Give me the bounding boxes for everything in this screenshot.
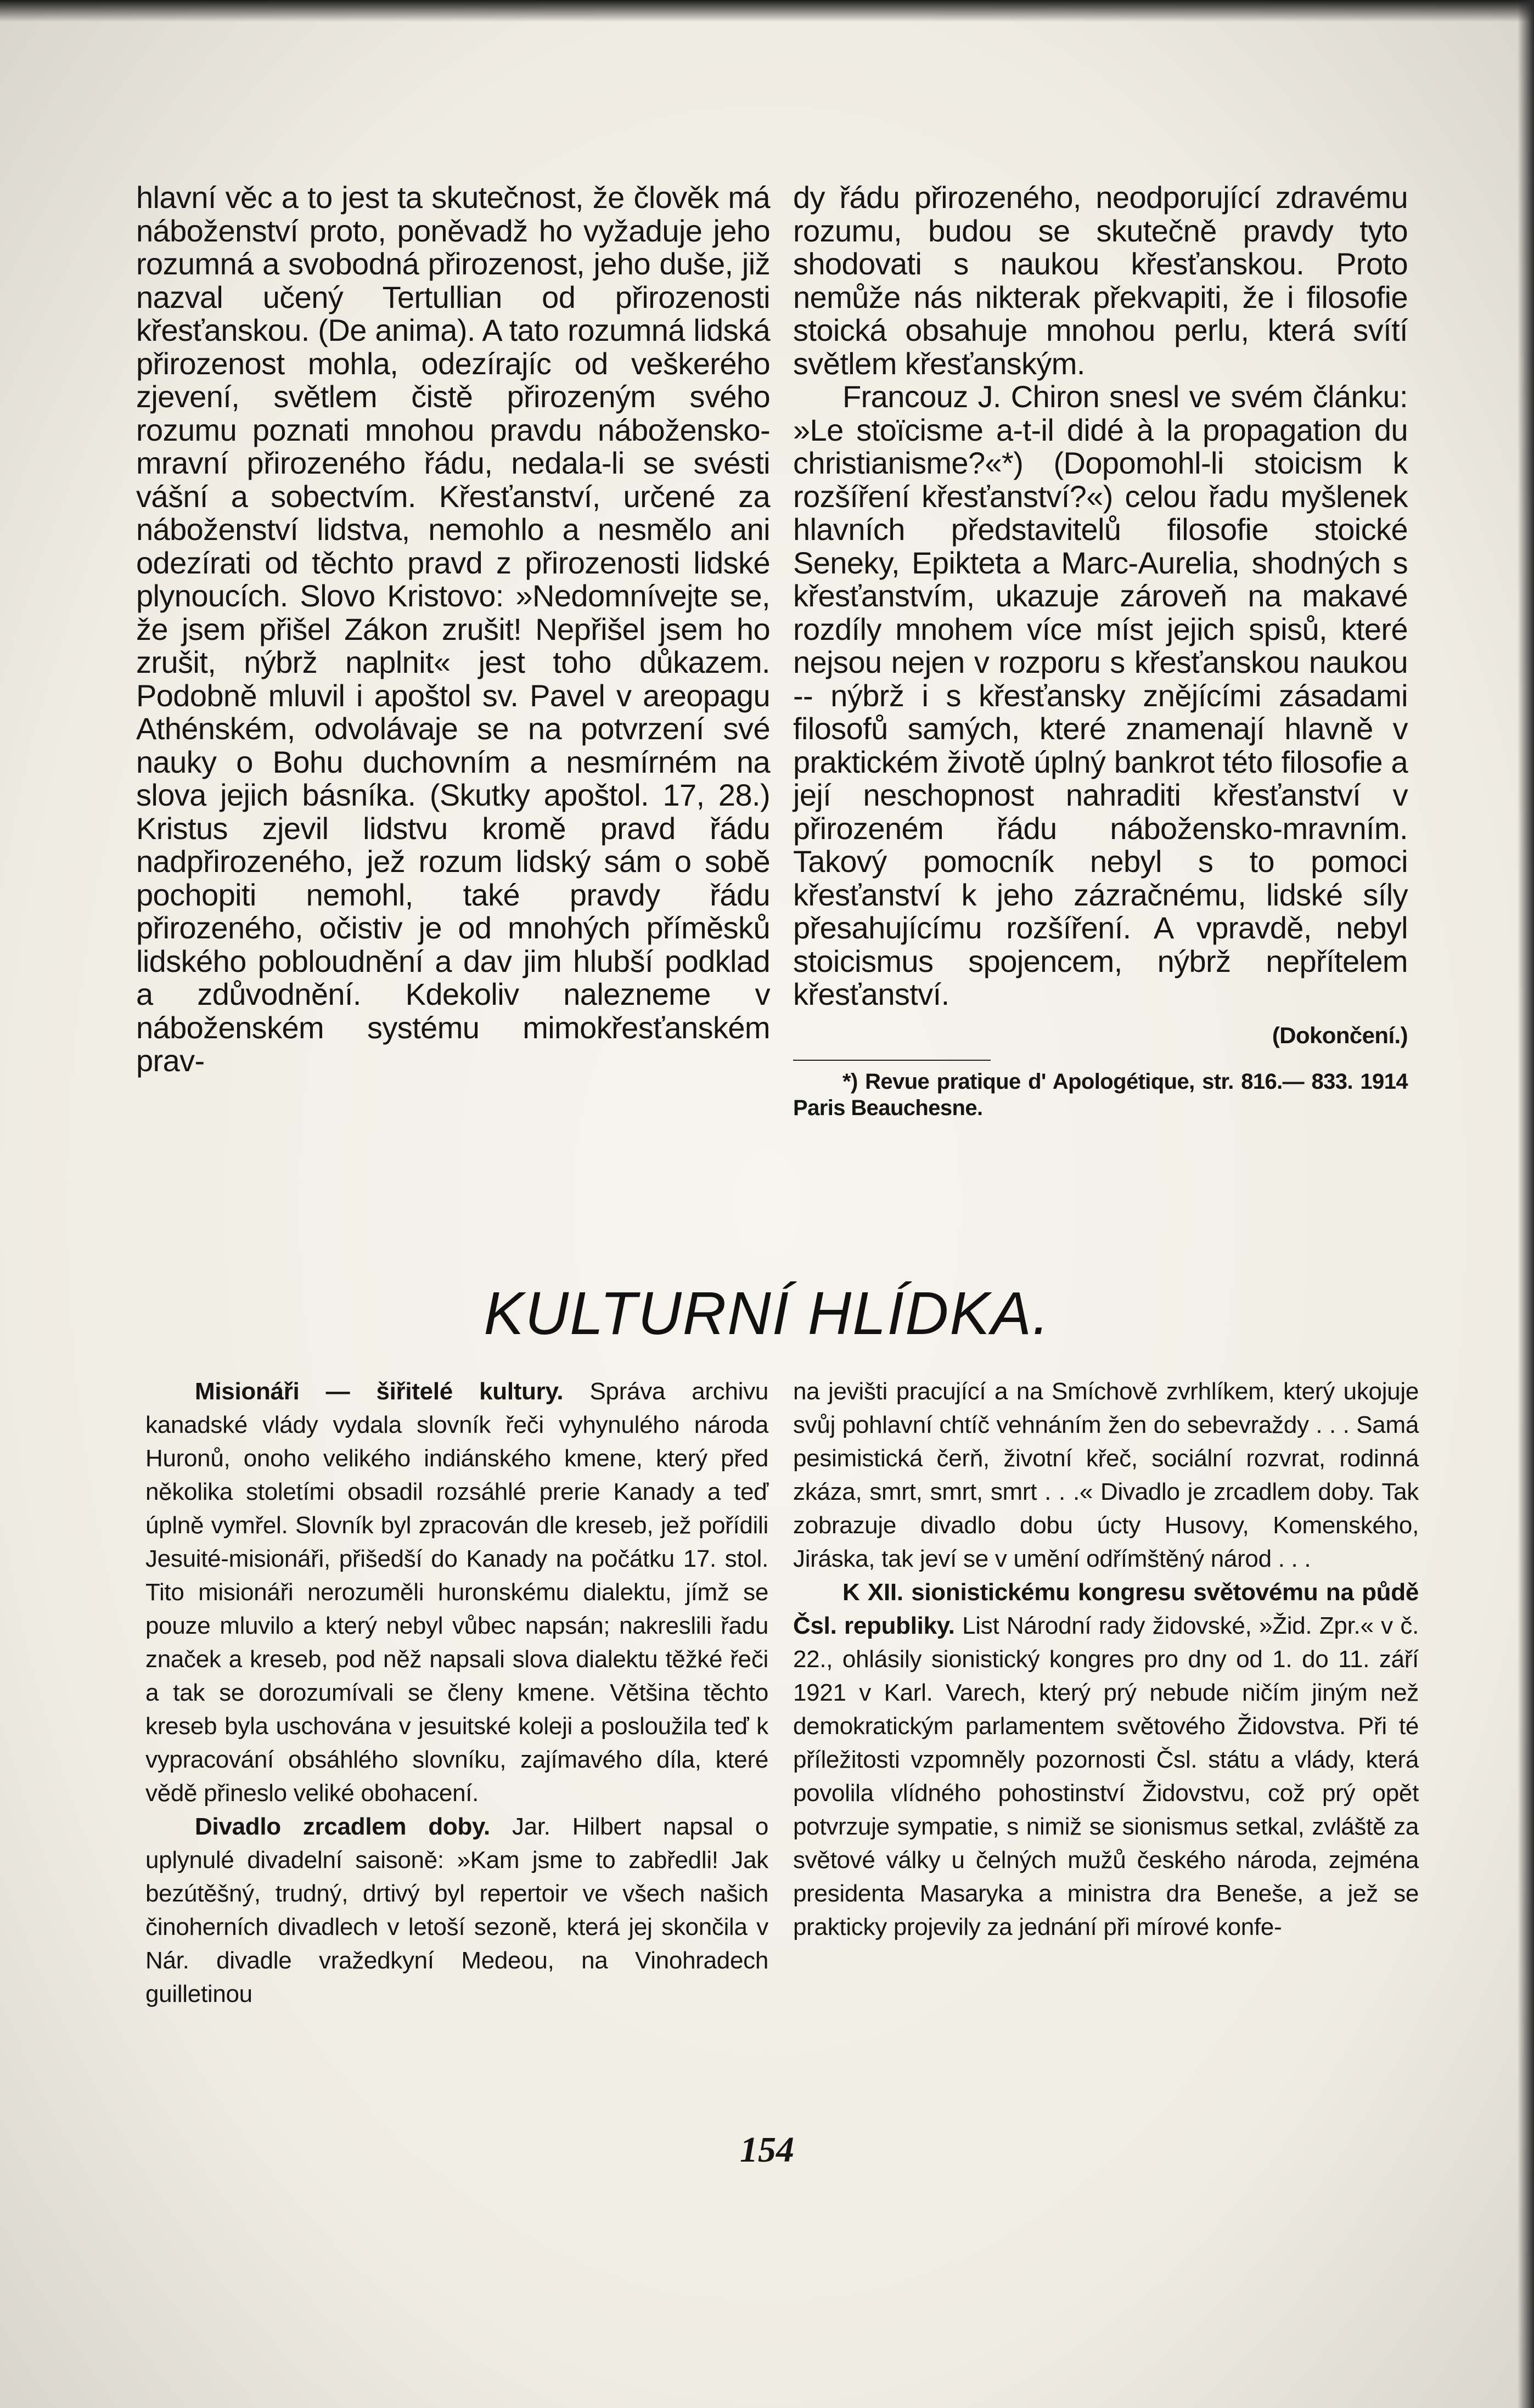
top-left-text: hlavní věc a to jest ta skutečnost, že člověk má náboženství proto, poněvadž ho vyžaduje jeho rozumná a svobodná přirozenost, jeho duše, již nazval učený Tertullian od přirozenosti křesťanskou. (De anima). A tato rozumná lidská přirozenost mohla, odezírajíc od veškerého zjevení, světlem čistě přirozeným svého rozumu poznati mnohou pravdu nábožensko-mravní přirozeného řádu, nedala-li se svésti vášní a sobectvím. Křesťanství, určené za náboženství lidstva, nemohlo a nesmělo ani odezírati od těchto pravd z přirozenosti lidské plynoucích. Slovo Kristovo: »Nedomnívejte se, že jsem přišel Zákon zrušit! Nepřišel jsem ho zrušit, nýbrž naplnit« jest toho důkazem. Podobně mluvil i apoštol sv. Pavel v areopagu Athénském, odvolávaje se na potvrzení své nauky o Bohu duchovním a nesmírném na slova jejich básníka. (Skutky apoštol. 17, 28.) Kristus zjevil lidstvu kromě pravd řádu nadpřirozeného, jež rozum lidský sám o sobě pochopiti nemohl, také pravdy řádu přirozeného, očistiv je od mnohých příměsků lidského pobloudnění a dav jim hlubší podklad a zdůvodnění. Kdekoliv nalezneme v náboženském systému mimokřesťanském prav- <box>136 180 770 1078</box>
bottom-right-column <box>793 1375 1419 1944</box>
page-number: 154 <box>740 2130 794 2170</box>
news-item-theatre-title: Divadlo zrcadlem doby. <box>195 1813 490 1840</box>
top-right-para-1: dy řádu přirozeného, neodporující zdravému rozumu, budou se skutečně pravdy tyto shodovati s naukou křesťanskou. Proto nemůže nás nikterak překvapiti, že i filosofie stoická obsahuje mnohou perlu, která svítí světlem křesťanským. <box>793 180 1408 381</box>
continuation-note: (Dokončení.) <box>1272 1022 1408 1048</box>
section-heading: KULTURNÍ HLÍDKA. <box>484 1280 1050 1347</box>
scan-edge-right <box>1518 0 1534 2408</box>
footnote: *) Revue pratique d' Apologétique, str. 816.— 833. 1914 Paris Beauchesne. <box>793 1070 1408 1120</box>
news-item-missionaries <box>145 1375 768 1810</box>
footnote-rule <box>793 1060 991 1061</box>
top-right-para-2: Francouz J. Chiron snesl ve svém článku: »Le stoïcisme a-t-il didé à la propagation du christianisme?«*) (Dopomohl-li stoicism k rozšíření křesťanství?«) celou řadu myšlenek hlavních představitelů filosofie stoické Seneky, Epikteta a Marc-Aurelia, shodných s křesťanstvím, ukazuje zároveň na makavé rozdíly mnohem více míst jejich spisů, které nejsou nejen v rozporu s křesťanskou naukou -- nýbrž i s křesťansky znějícími zásadami filosofů samých, které znamenají hlavně v praktickém životě úplný bankrot této filosofie a její neschopnost nahraditi křesťanství v přirozeném řádu nábožensko-mravním. Takový pomocník nebyl s to pomoci křesťanství k jeho zázračnému, lidské síly přesahujícímu rozšíření. A vpravdě, nebyl stoicismus spojencem, nýbrž nepřítelem křesťanství. <box>793 379 1408 1011</box>
news-item-theatre-text: Jar. Hilbert napsal o uplynulé divadelní saisoně: »Kam jsme to zabředli! Jak bezútěšný, trudný, drtivý byl repertoir ve všech našich činoherních divadlech v letoší sezoně, která jej skončila v Nár. divadle vražedkyní Medeou, na Vinohradech guilletinou <box>145 1813 769 2007</box>
news-item-theatre-continued: na jevišti pracující a na Smíchově zvrhlíkem, který ukojuje svůj pohlavní chtíč vehnáním žen do sebevraždy . . . Samá pesimistická čerň, životní křeč, sociální rozvrat, rodinná zkáza, smrt, smrt, smrt . . .« Divadlo je zrcadlem doby. Tak zobrazuje divadlo dobu úcty Husovy, Komenského, Jiráska, tak jeví se v umění odřímštěný národ . . . <box>793 1378 1419 1572</box>
bottom-left-column <box>145 1375 768 2011</box>
top-left-column <box>136 181 770 1078</box>
news-item-zionist-text: List Národní rady židovské, »Žid. Zpr.« v č. 22., ohlásily sionistický kongres pro dny od 1. do 11. září 1921 v Karl. Varech, který prý nebude ničím jiným než demokratickým parlamentem světového Židovstva. Při té příležitosti vzpomněly pozornosti Čsl. státu a vlády, která povolila vlídného pohostinství Židovstvu, což prý opět potvrzuje sympatie, s nimiž se sionismus setkal, zvláště za světové války u čelných mužů českého národa, zejména presidenta Masaryka a ministra dra Beneše, a jež se prakticky projevily za jednání při mírové konfe- <box>793 1612 1419 1940</box>
news-item-missionaries-title: Misionáři — šiřitelé kultury. <box>195 1378 564 1405</box>
news-item-missionaries-text: Správa archivu kanadské vlády vydala slovník řeči vyhynulého národa Huronů, onoho velikého indiánského kmene, který před několika stoletími obsadil rozsáhlé prerie Kanady a teď úplně vymřel. Slovník byl zpracován dle kreseb, jež pořídili Jesuité-misionáři, přišedší do Kanady na počátku 17. stol. Tito misionáři nerozuměli huronskému dialektu, jímž se pouze mluvilo a který nebyl vůbec napsán; nakreslili řadu značek a kreseb, pod něž napsali slova dialektu těžké řeči a tak se dorozumívali se členy kmene. Většina těchto kreseb byla uschována v jesuitské koleji a posloužila teď k vypracování obsáhlého slovníku, zajímavého díla, které vědě přineslo veliké obohacení. <box>145 1378 768 1807</box>
news-item-theatre <box>145 1810 768 2011</box>
news-item-zionist-title: K XII. sionistickému kongresu světovému na půdě Čsl. republiky. <box>793 1579 1419 1639</box>
scan-edge-top <box>0 0 1534 22</box>
top-right-column <box>793 181 1408 1121</box>
news-item-zionist-congress <box>793 1576 1419 1944</box>
